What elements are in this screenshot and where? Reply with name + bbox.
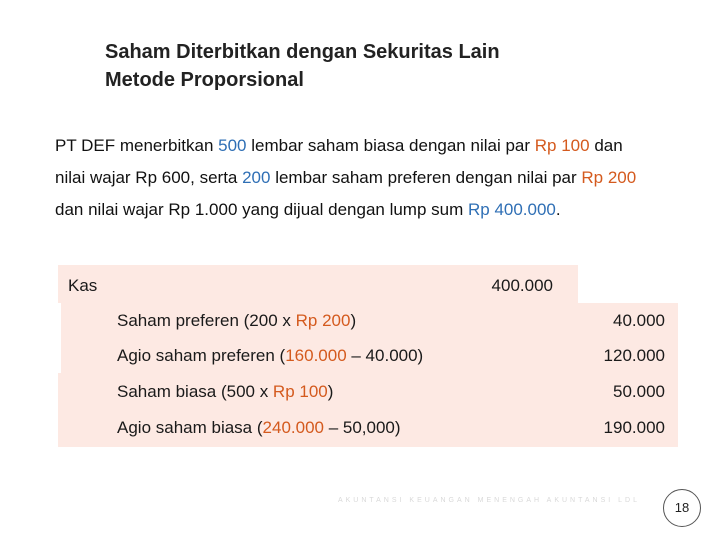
para-text-5: dan nilai wajar Rp 1.000 yang dijual dengan lump sum (55, 200, 468, 219)
credit-account-saham-biasa: Saham biasa (500 x Rp 100) (117, 382, 334, 401)
para-text-2: lembar saham biasa dengan nilai par (246, 136, 535, 155)
debit-account-kas: Kas (68, 276, 98, 295)
para-preferred-shares-count: 200 (242, 168, 271, 187)
credit-amount-saham-preferen: 40.000 (613, 311, 665, 330)
para-text-1: PT DEF menerbitkan (55, 136, 219, 155)
problem-paragraph (55, 130, 655, 226)
credit-account-saham-preferen: Saham preferen (200 x Rp 200) (117, 311, 357, 330)
title-line-1: Saham Diterbitkan dengan Sekuritas Lain (105, 41, 500, 63)
title-line-2: Metode Proporsional (105, 69, 304, 91)
credit-account-agio-preferen: Agio saham preferen (160.000 – 40.000) (117, 346, 424, 365)
slide-footer: AKUNTANSI KEUANGAN MENENGAH AKUNTANSI LDL (337, 497, 640, 504)
credit-amount-agio-biasa: 190.000 (603, 418, 665, 437)
para-text-3: dan nilai wajar Rp 600, serta (55, 136, 623, 187)
para-common-par-rp: Rp (534, 136, 557, 155)
journal-divider (58, 303, 61, 373)
para-common-par-value: 100 (561, 136, 590, 155)
slide-title (105, 38, 500, 94)
para-common-shares-count: 500 (218, 136, 247, 155)
credit-amount-agio-preferen: 120.000 (603, 346, 665, 365)
credit-account-agio-biasa: Agio saham biasa (240.000 – 50,000) (117, 418, 401, 437)
credit-amount-saham-biasa: 50.000 (613, 382, 665, 401)
para-text-4: lembar saham preferen dengan nilai par (270, 168, 582, 187)
para-lump-sum: Rp 400.000 (467, 200, 556, 219)
para-text-6: . (555, 200, 561, 219)
journal-entry (58, 265, 678, 447)
debit-amount-kas: 400.000 (491, 276, 553, 295)
para-preferred-par: Rp 200 (581, 168, 637, 187)
page-number-badge: 18 (663, 489, 701, 527)
